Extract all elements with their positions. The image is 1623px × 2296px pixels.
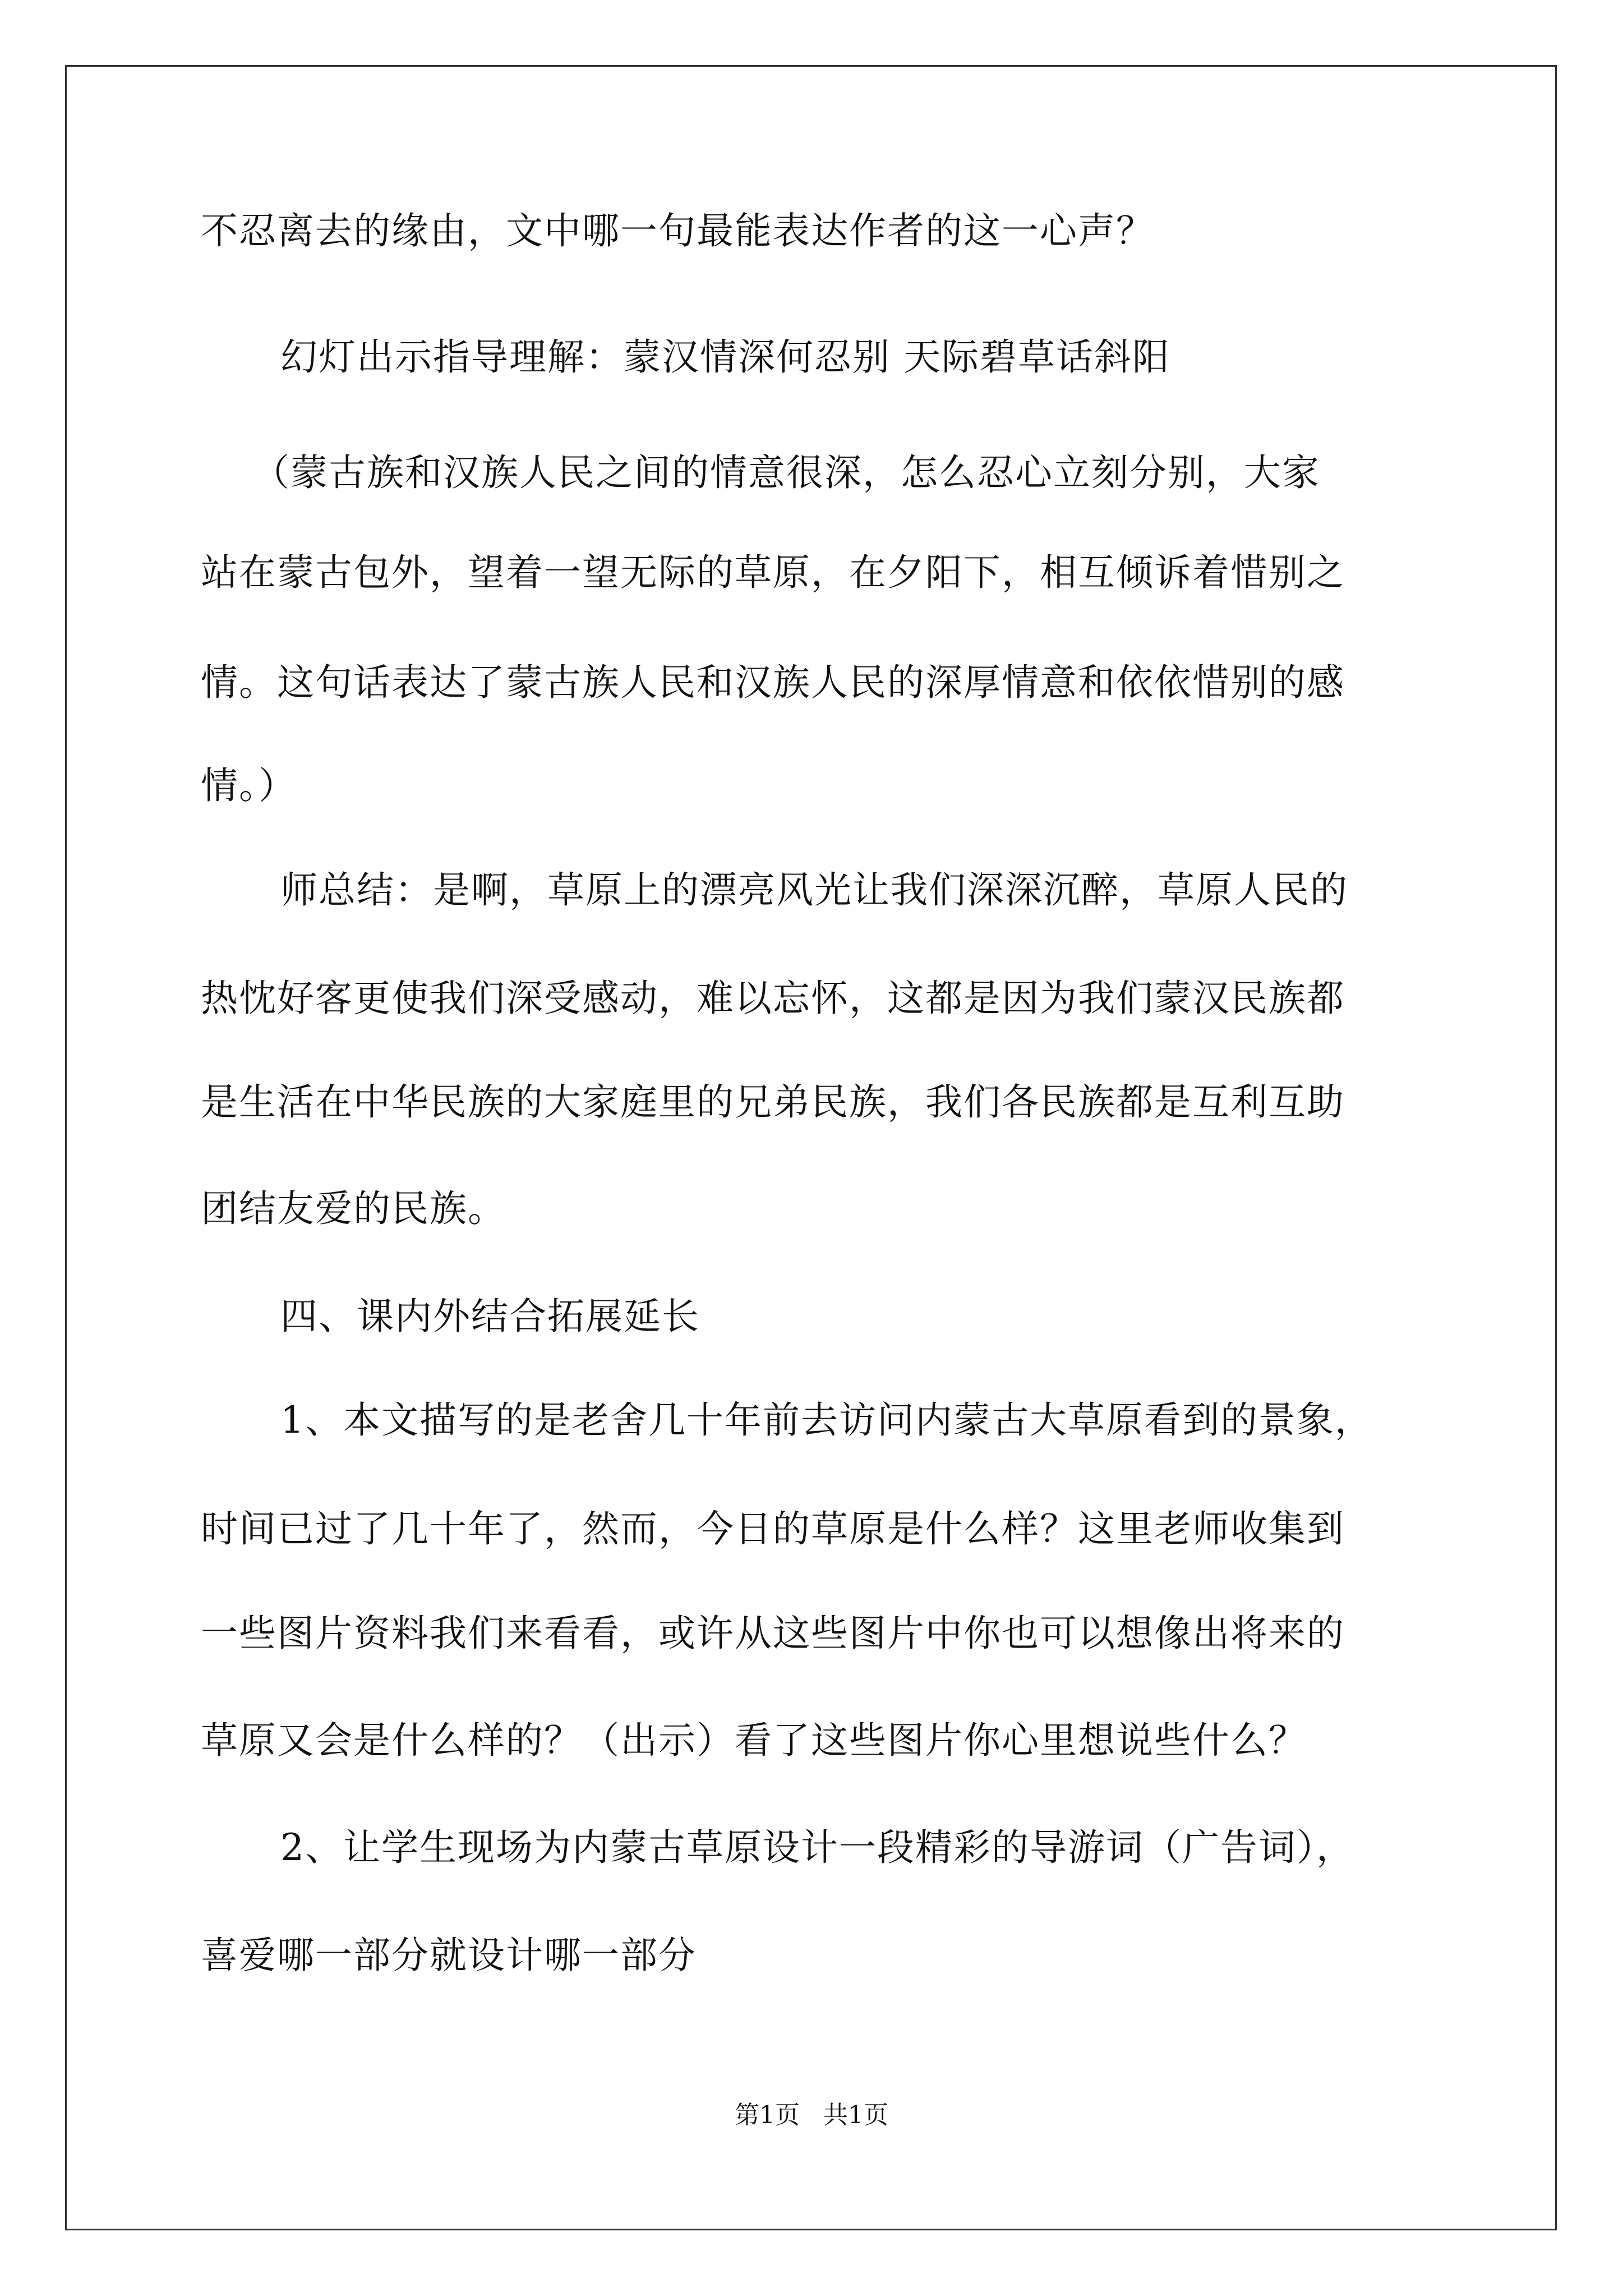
text-line-1: 不忍离去的缘由，文中哪一句最能表达作者的这一心声？ <box>201 209 1154 252</box>
section-heading: 四、课内外结合拓展延长 <box>280 1295 700 1338</box>
text-line-2: 幻灯出示指导理解：蒙汉情深何忍别 天际碧草话斜阳 <box>280 335 1170 379</box>
text-line-3: （蒙古族和汉族人民之间的情意很深，怎么忍心立刻分别，大家 <box>252 451 1320 494</box>
text-line-16: 2、让学生现场为内蒙古草原设计一段精彩的导游词（广告词）， <box>280 1826 1354 1869</box>
text-line-12: 1、本文描写的是老舍几十年前去访问内蒙古大草原看到的景象， <box>280 1398 1373 1442</box>
text-line-5: 情。这句话表达了蒙古族人民和汉族人民的深厚情意和依依惜别的感 <box>201 661 1345 704</box>
text-line-15: 草原又会是什么样的？（出示）看了这些图片你心里想说些什么？ <box>201 1719 1307 1762</box>
text-line-8: 热忱好客更使我们深受感动，难以忘怀，这都是因为我们蒙汉民族都 <box>201 977 1345 1020</box>
page-number-footer: 第1页 共1页 <box>735 2101 888 2129</box>
text-line-13: 时间已过了几十年了，然而，今日的草原是什么样？这里老师收集到 <box>201 1507 1345 1550</box>
text-line-17: 喜爱哪一部分就设计哪一部分 <box>201 1934 697 1977</box>
page-border <box>65 65 1557 2230</box>
text-line-7: 师总结：是啊，草原上的漂亮风光让我们深深沉醉，草原人民的 <box>280 868 1348 912</box>
text-line-4: 站在蒙古包外，望着一望无际的草原，在夕阳下，相互倾诉着惜别之 <box>201 551 1345 594</box>
text-line-10: 团结友爱的民族。 <box>201 1187 506 1230</box>
text-line-9: 是生活在中华民族的大家庭里的兄弟民族，我们各民族都是互利互助 <box>201 1080 1345 1124</box>
text-line-6: 情。） <box>201 764 297 807</box>
text-line-14: 一些图片资料我们来看看，或许从这些图片中你也可以想像出将来的 <box>201 1612 1345 1655</box>
